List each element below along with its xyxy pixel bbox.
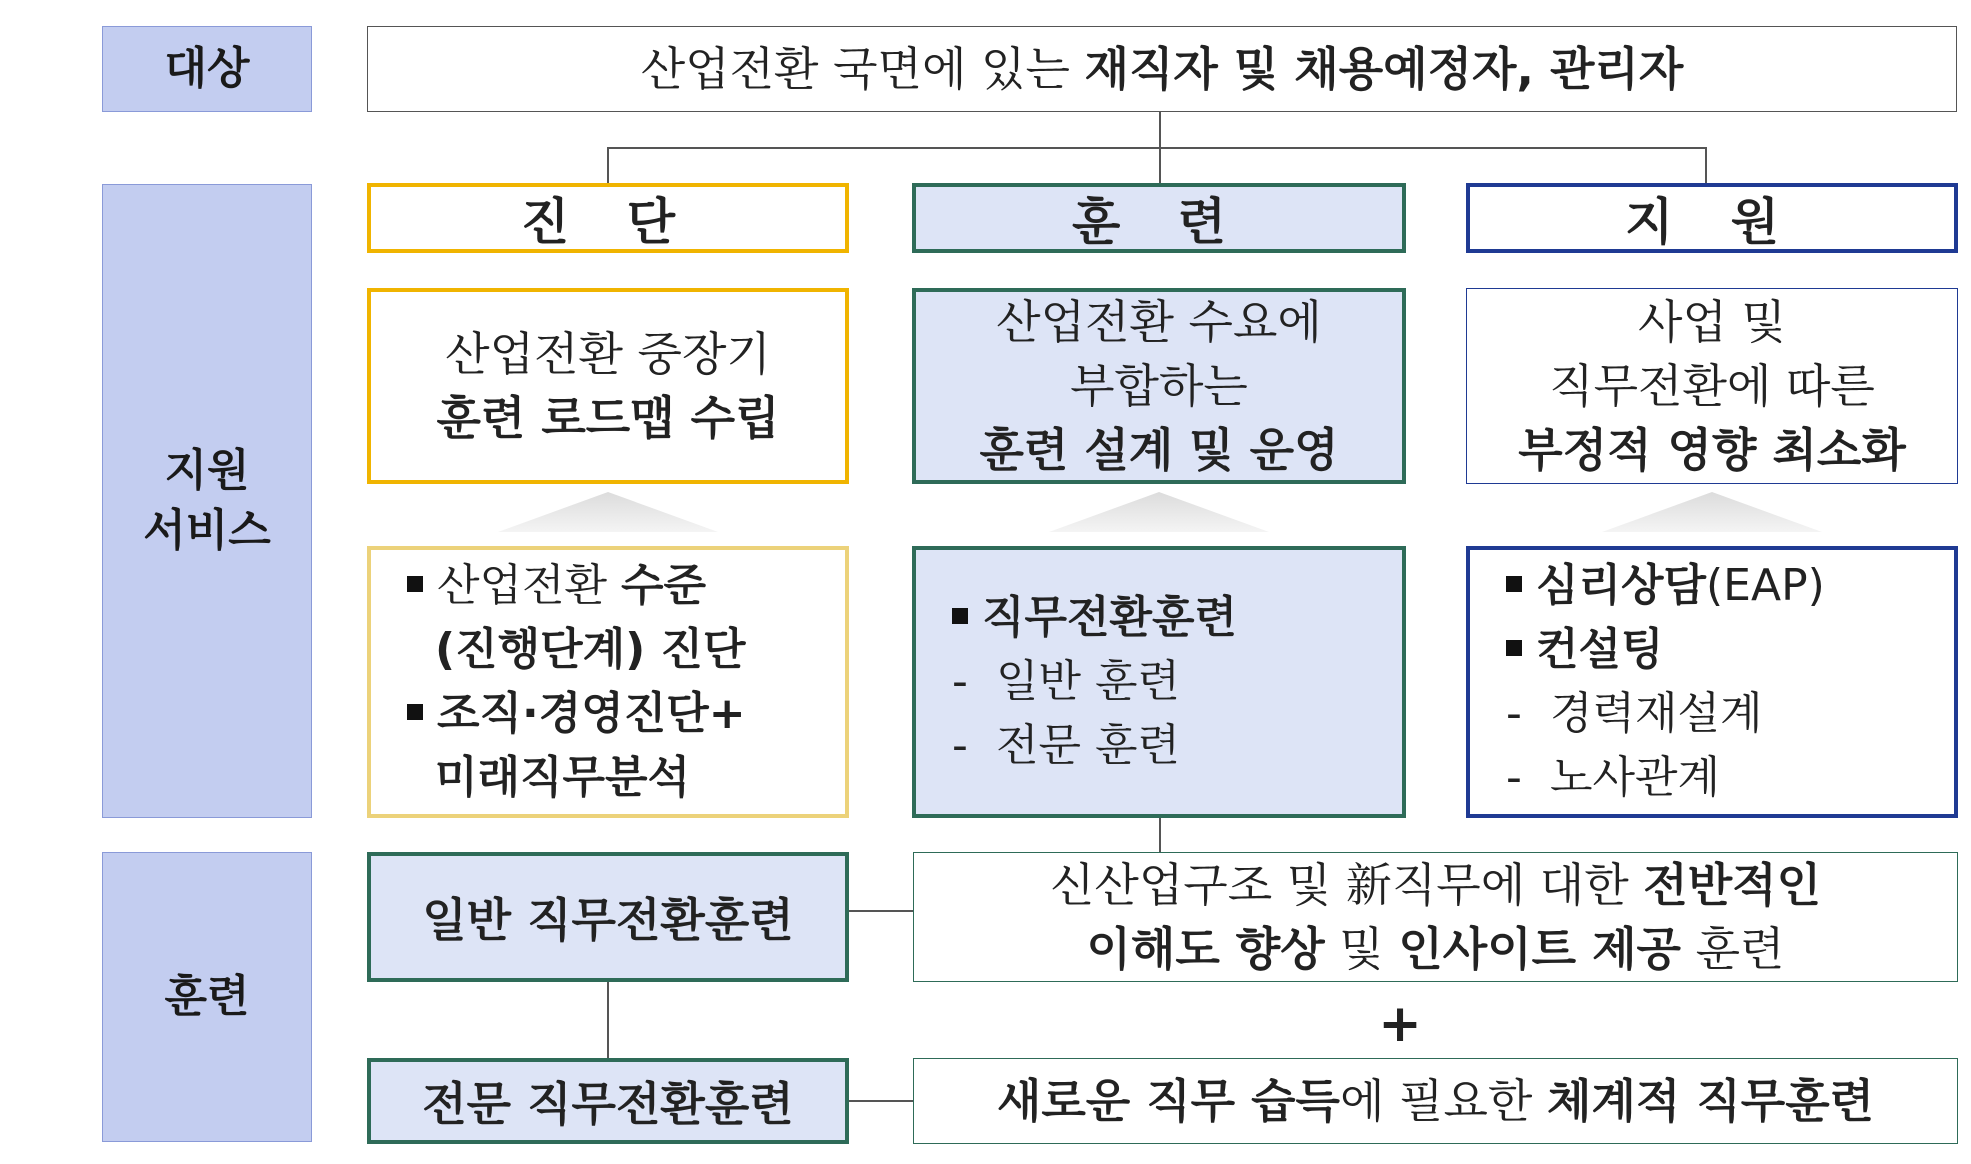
sidebar-training: 훈련 [102, 852, 312, 1142]
detail-item [407, 682, 835, 746]
detail-item [1506, 618, 1944, 682]
summary-line [979, 354, 1338, 418]
detail-text: 경력재설계 [1550, 688, 1763, 739]
dash-icon: - [1506, 752, 1522, 803]
training-general-name: 일반 직무전환훈련 [367, 852, 849, 982]
dash-icon: - [952, 656, 968, 707]
connector-left-drop [607, 147, 609, 183]
connector-right-drop [1705, 147, 1707, 183]
arrow-up-diagnosis-icon [498, 492, 718, 532]
summary-text: 산업전환 수요에 [996, 295, 1322, 349]
summary-support [1466, 288, 1958, 484]
detail-item [952, 714, 1392, 778]
detail-text: (EAP) [1706, 560, 1825, 611]
bullet-square-icon [952, 608, 968, 624]
detail-text: 일반 훈련 [996, 656, 1181, 707]
summary-line [436, 322, 779, 386]
detail-diagnosis [367, 546, 849, 818]
target-box [367, 26, 1957, 112]
summary-training [912, 288, 1406, 484]
summary-line [979, 418, 1338, 482]
target-bold: 재직자 및 채용예정자, 관리자 [1084, 42, 1684, 96]
detail-text: 수준 [621, 560, 707, 611]
detail-text: 심리상담 [1536, 560, 1707, 611]
summary-line [436, 386, 779, 450]
detail-text: 미래직무분석 [435, 752, 691, 803]
header-training: 훈 련 [912, 183, 1406, 253]
summary-lines [1518, 290, 1906, 482]
detail-text: 직무전환훈련 [982, 592, 1238, 643]
plus-sign: + [1378, 994, 1422, 1054]
connector-general-special [607, 982, 609, 1058]
sidebar-services: 지원 서비스 [102, 184, 312, 818]
detail-item [952, 650, 1392, 714]
training-desc-text: 및 [1324, 922, 1399, 976]
connector-general-desc [847, 910, 915, 912]
training-desc-lines [997, 1069, 1874, 1133]
summary-text: 부정적 영향 최소화 [1518, 423, 1906, 477]
summary-text: 직무전환에 따른 [1549, 359, 1875, 413]
detail-text: 조직·경영진단+ [437, 688, 746, 739]
summary-diagnosis [367, 288, 849, 484]
training-general-desc [913, 852, 1958, 982]
summary-lines [436, 322, 779, 450]
training-desc-line [997, 1069, 1874, 1133]
detail-item [407, 554, 835, 618]
detail-text: (진행단계) 진단 [435, 624, 746, 675]
detail-item [407, 618, 835, 682]
training-desc-text: 새로운 직무 습득 [996, 1074, 1340, 1128]
training-desc-text: 훈련 [1681, 922, 1785, 976]
sidebar-target: 대상 [102, 26, 312, 112]
summary-text: 사업 및 [1638, 295, 1786, 349]
training-desc-text: 에 필요한 [1340, 1074, 1547, 1128]
detail-item [407, 746, 835, 810]
target-text [641, 37, 1684, 101]
detail-training [912, 546, 1406, 818]
training-special-desc [913, 1058, 1958, 1144]
training-desc-text: 신산업구조 및 新직무에 대한 [1049, 858, 1644, 912]
summary-text: 훈련 설계 및 운영 [979, 423, 1339, 477]
detail-item [1506, 554, 1944, 618]
detail-text: 노사관계 [1550, 752, 1721, 803]
arrow-up-support-icon [1602, 492, 1822, 532]
training-desc-text: 체계적 직무훈련 [1547, 1074, 1875, 1128]
detail-support [1466, 546, 1958, 818]
connector-target-down [1159, 112, 1161, 148]
detail-text: 전문 훈련 [996, 720, 1181, 771]
bullet-square-icon [407, 576, 423, 592]
connector-horizontal [607, 147, 1707, 149]
detail-item [1506, 682, 1944, 746]
training-desc-text: 인사이트 제공 [1398, 922, 1681, 976]
connector-mid-drop [1159, 147, 1161, 183]
summary-text: 부합하는 [1070, 359, 1248, 413]
bullet-square-icon [1506, 640, 1522, 656]
detail-item [952, 586, 1392, 650]
summary-line [1518, 354, 1906, 418]
training-desc-text: 이해도 향상 [1086, 922, 1325, 976]
summary-line [979, 290, 1338, 354]
detail-text: 산업전환 [437, 560, 622, 611]
header-diagnosis: 진 단 [367, 183, 849, 253]
bullet-square-icon [407, 704, 423, 720]
target-pre: 산업전환 국면에 있는 [640, 42, 1085, 96]
training-desc-lines [1050, 853, 1821, 981]
summary-lines [979, 290, 1338, 482]
summary-text: 훈련 로드맵 수립 [436, 391, 780, 445]
header-support: 지 원 [1466, 183, 1958, 253]
arrow-up-training-icon [1049, 492, 1269, 532]
detail-text: 컨설팅 [1536, 624, 1664, 675]
connector-special-desc [847, 1100, 915, 1102]
training-desc-text: 전반적인 [1643, 858, 1822, 912]
dash-icon: - [1506, 688, 1522, 739]
dash-icon: - [952, 720, 968, 771]
training-desc-line [1050, 853, 1821, 917]
connector-training-down [1159, 818, 1161, 854]
summary-line [1518, 418, 1906, 482]
summary-line [1518, 290, 1906, 354]
training-desc-line [1050, 917, 1821, 981]
training-special-name: 전문 직무전환훈련 [367, 1058, 849, 1144]
detail-item [1506, 746, 1944, 810]
summary-text: 산업전환 중장기 [445, 327, 771, 381]
bullet-square-icon [1506, 576, 1522, 592]
